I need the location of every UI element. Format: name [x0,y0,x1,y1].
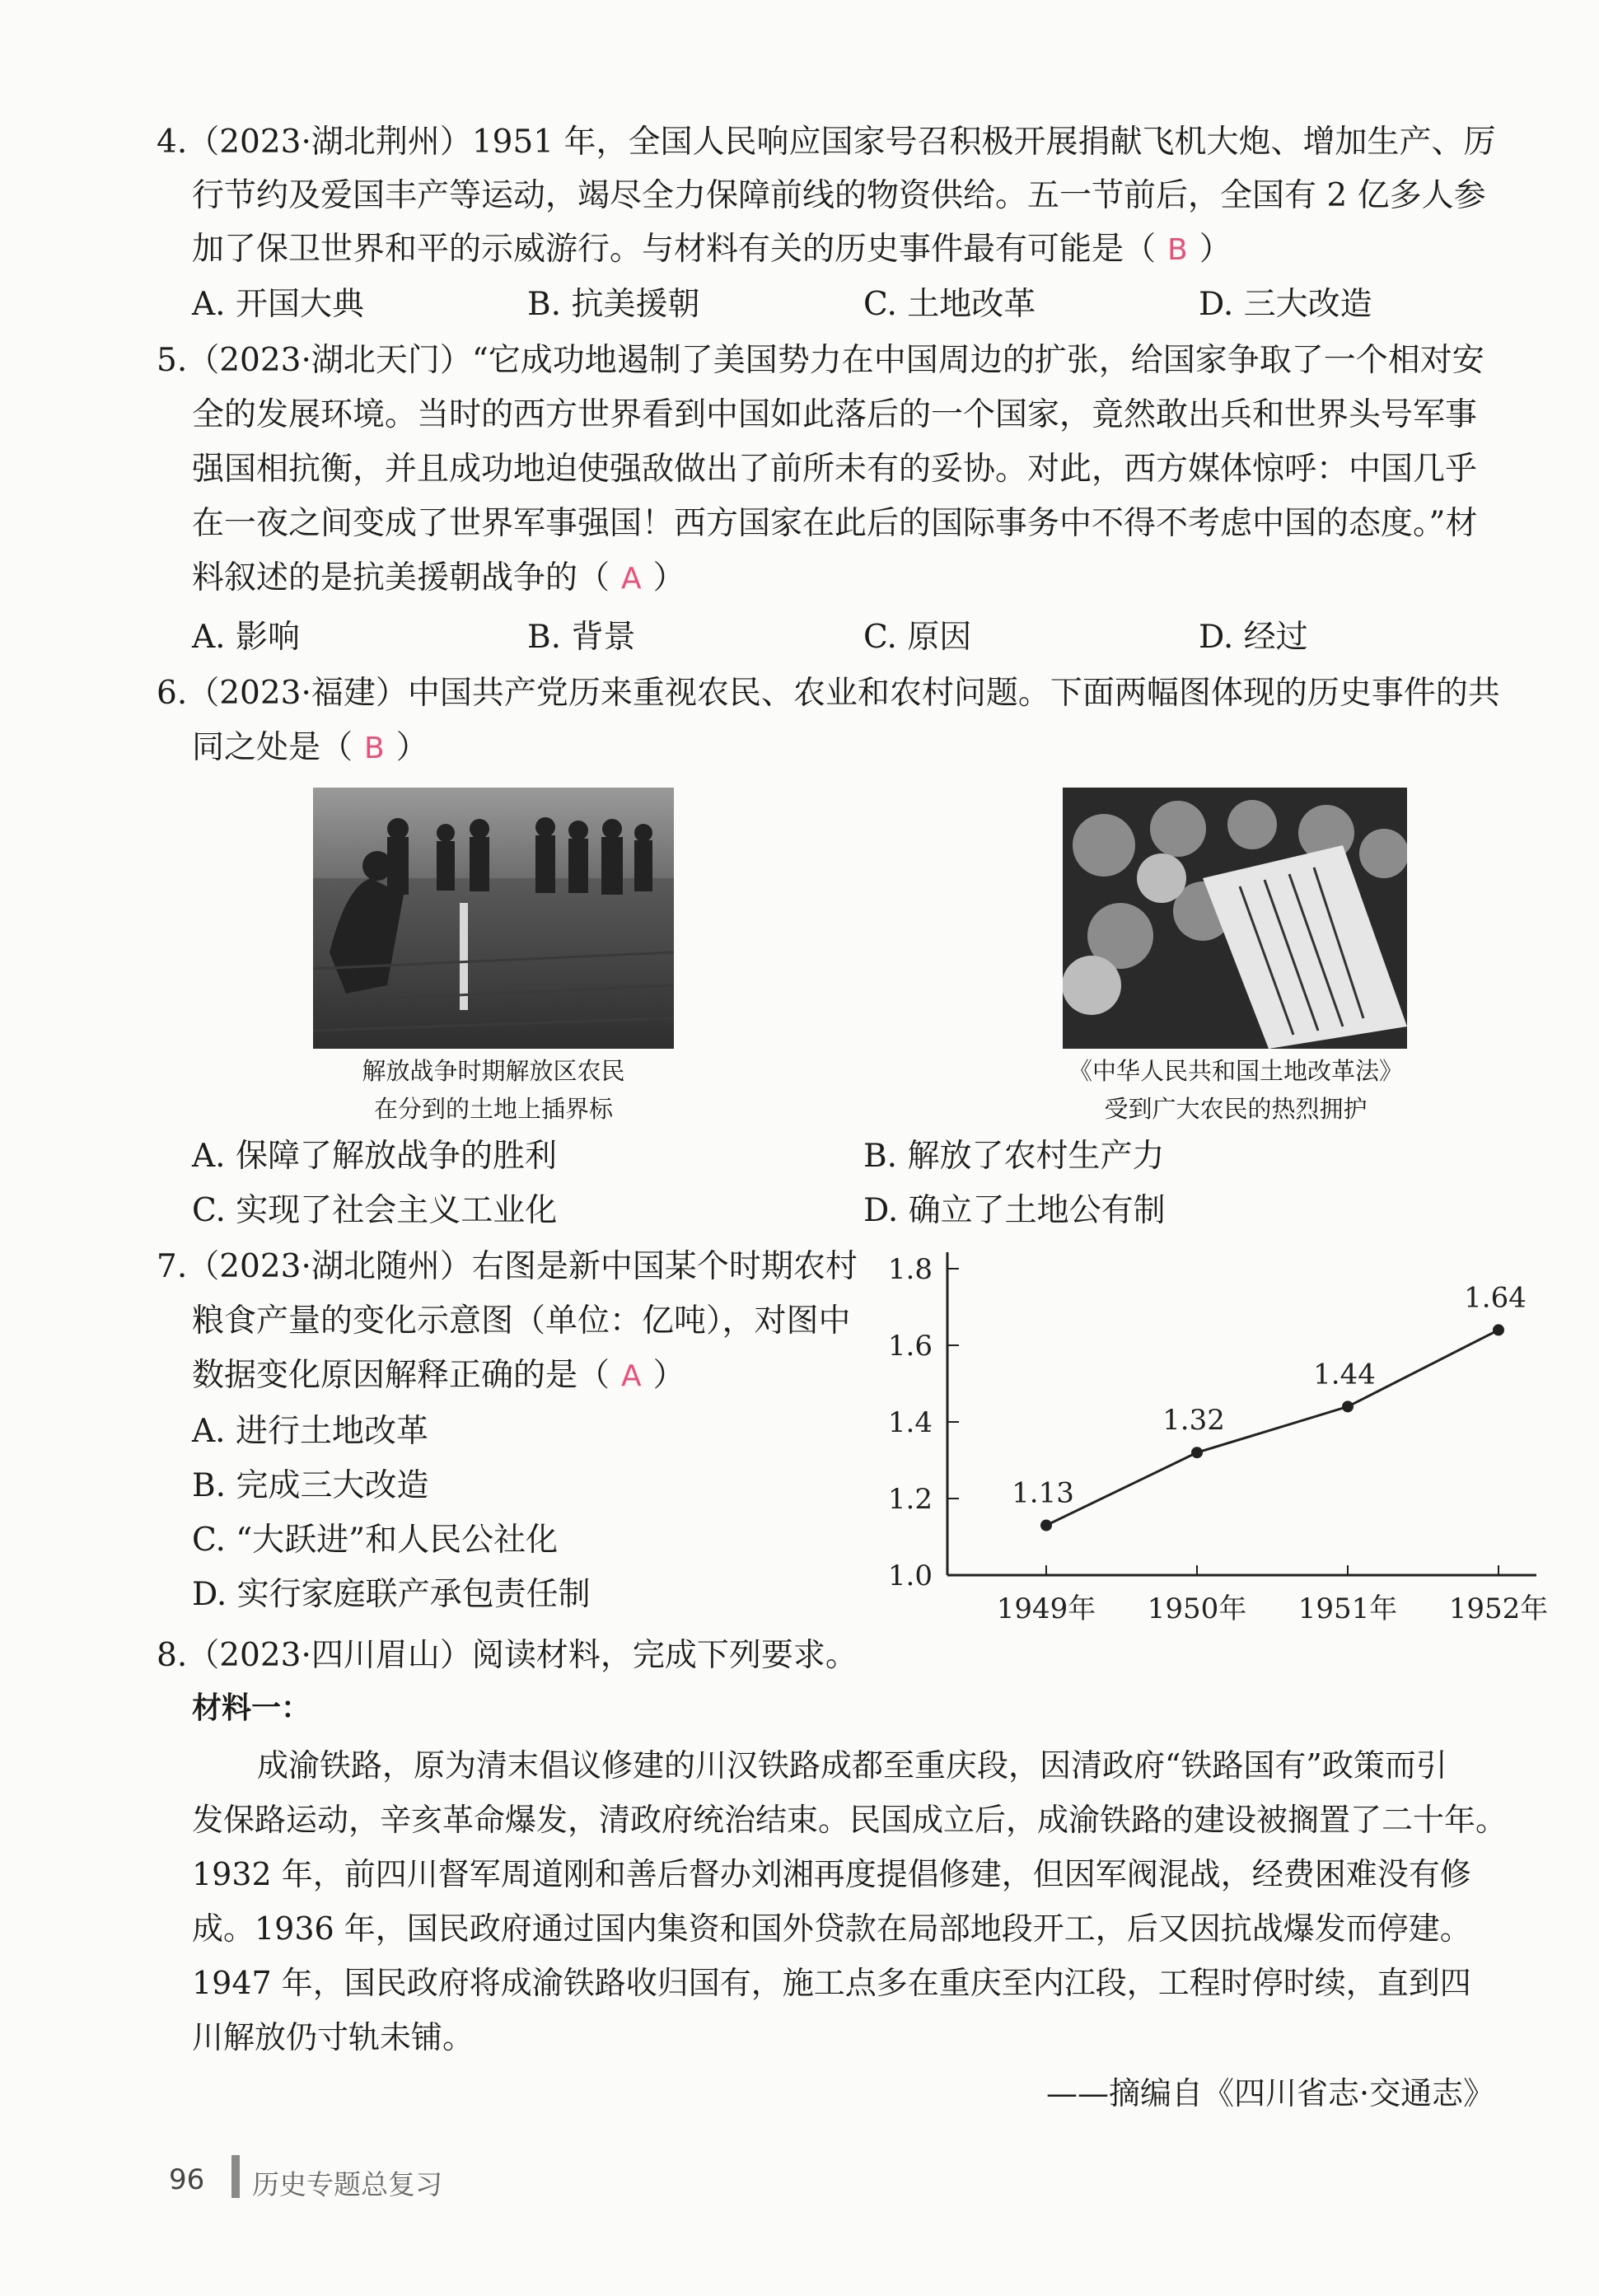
photo-crowd-illustration [1063,788,1407,1049]
y-tick-label: 1.6 [887,1330,933,1363]
q4-option-d: D. 三大改造 [1199,286,1372,323]
material-line-1: 成渝铁路，原为清末倡议修建的川汉铁路成都至重庆段，因清政府“铁路国有”政策而引 [257,1747,1447,1784]
q5-line-4: 在一夜之间变成了世界军事强国！西方国家在此后的国际事务中不得不考虑中国的态度。”材 [192,505,1478,542]
x-tick-label: 1950年 [1147,1592,1247,1625]
photo-farmers-boundary-stakes [313,788,674,1049]
series-line [1046,1330,1498,1525]
q5-option-c: C. 原因 [863,619,972,656]
grain-output-chart [881,1236,1549,1631]
q6-option-c: C. 实现了社会主义工业化 [192,1192,558,1229]
q4-option-b: B. 抗美援朝 [527,286,700,323]
x-tick-label: 1949年 [996,1592,1096,1625]
data-label: 1.64 [1464,1281,1527,1315]
q7-line-3: 数据变化原因解释正确的是（ A ） [192,1357,685,1394]
y-tick-label: 1.2 [887,1483,933,1516]
data-point [1040,1520,1052,1531]
q5-line-5: 料叙述的是抗美援朝战争的（ A ） [192,559,685,596]
q5-option-d: D. 经过 [1199,619,1308,656]
q7-answer: A [621,1359,642,1393]
q4-option-a: A. 开国大典 [192,286,364,323]
book-title: 历史专题总复习 [252,2168,442,2200]
material-line-6: 川解放仍寸轨未铺。 [192,2019,475,2055]
q4-line-1: 4.（2023·湖北荆州）1951 年，全国人民响应国家号召积极开展捐献飞机大炮、增加生产、厉 [157,124,1496,161]
q6-option-d: D. 确立了土地公有制 [863,1192,1166,1229]
q6-answer: B [364,732,385,765]
caption-right: 《中华人民共和国土地改革法》 受到广大农民的热烈拥护 [1068,1057,1403,1123]
material-label: 材料一： [192,1691,311,1725]
q5-line-1: 5.（2023·湖北天门）“它成功地遏制了美国势力在中国周边的扩张，给国家争取了一个相对安 [157,342,1484,379]
q7-line-2: 粮食产量的变化示意图（单位：亿吨），对图中 [192,1302,851,1340]
data-label: 1.13 [1012,1476,1074,1510]
y-tick-label: 1.0 [887,1560,933,1592]
y-tick-label: 1.4 [887,1406,933,1439]
q4-answer: B [1167,233,1188,267]
caption-left: 解放战争时期解放区农民 在分到的土地上插界标 [362,1057,625,1123]
q6-option-b: B. 解放了农村生产力 [863,1138,1165,1175]
footer-divider [231,2155,240,2198]
data-point [1493,1324,1504,1335]
q8-line-1: 8.（2023·四川眉山）阅读材料，完成下列要求。 [157,1637,858,1674]
data-label: 1.44 [1313,1358,1376,1391]
q6-line-1: 6.（2023·福建）中国共产党历来重视农民、农业和农村问题。下面两幅图体现的历史事件的共 [157,675,1500,712]
photo-farmers-illustration [313,788,674,1049]
q5-line-2: 全的发展环境。当时的西方世界看到中国如此落后的一个国家，竟然敢出兵和世界头号军事 [192,396,1478,433]
material-line-4: 成。1936 年，国民政府通过国内集资和国外贷款在局部地段开工，后又因抗战爆发而停建。 [192,1910,1471,1947]
q5-option-b: B. 背景 [527,619,636,656]
q6-line-2: 同之处是（ B ） [192,729,428,766]
q4-option-c: C. 土地改革 [863,286,1036,323]
material-line-2: 发保路运动，辛亥革命爆发，清政府统治结束。民国成立后，成渝铁路的建设被搁置了二十年。 [192,1802,1508,1838]
x-tick-label: 1951年 [1297,1592,1398,1625]
q5-line-3: 强国相抗衡，并且成功地迫使强敌做出了前所未有的妥协。对此，西方媒体惊呼：中国几乎 [192,451,1478,488]
q5-option-a: A. 影响 [192,619,300,656]
q7-option-a: A. 进行土地改革 [192,1413,428,1450]
material-line-3: 1932 年，前四川督军周道刚和善后督办刘湘再度提倡修建，但因军阀混战，经费困难没有修 [192,1856,1471,1892]
q7-option-c: C. “大跃进”和人民公社化 [192,1522,559,1559]
page-number: 96 [169,2163,205,2196]
material-line-5: 1947 年，国民政府将成渝铁路收归国有，施工点多在重庆至内江段，工程时停时续，直到四 [192,1965,1471,2001]
q6-option-a: A. 保障了解放战争的胜利 [192,1138,557,1175]
photo-land-reform-law [1063,788,1407,1049]
q5-answer: A [621,562,642,596]
q4-line-3: 加了保卫世界和平的示威游行。与材料有关的历史事件最有可能是（ B ） [192,231,1232,268]
x-tick-label: 1952年 [1448,1592,1549,1625]
q4-line-2: 行节约及爱国丰产等运动，竭尽全力保障前线的物资供给。五一节前后，全国有 2 亿多人参 [192,177,1486,214]
q7-option-d: D. 实行家庭联产承包责任制 [192,1576,591,1613]
q7-option-b: B. 完成三大改造 [192,1467,429,1504]
data-point [1191,1447,1203,1458]
y-tick-label: 1.8 [887,1253,933,1286]
data-label: 1.32 [1162,1404,1225,1438]
data-point [1342,1401,1354,1412]
material-source: ——摘编自《四川省志·交通志》 [1046,2075,1495,2111]
q7-line-1: 7.（2023·湖北随州）右图是新中国某个时期农村 [157,1248,858,1285]
